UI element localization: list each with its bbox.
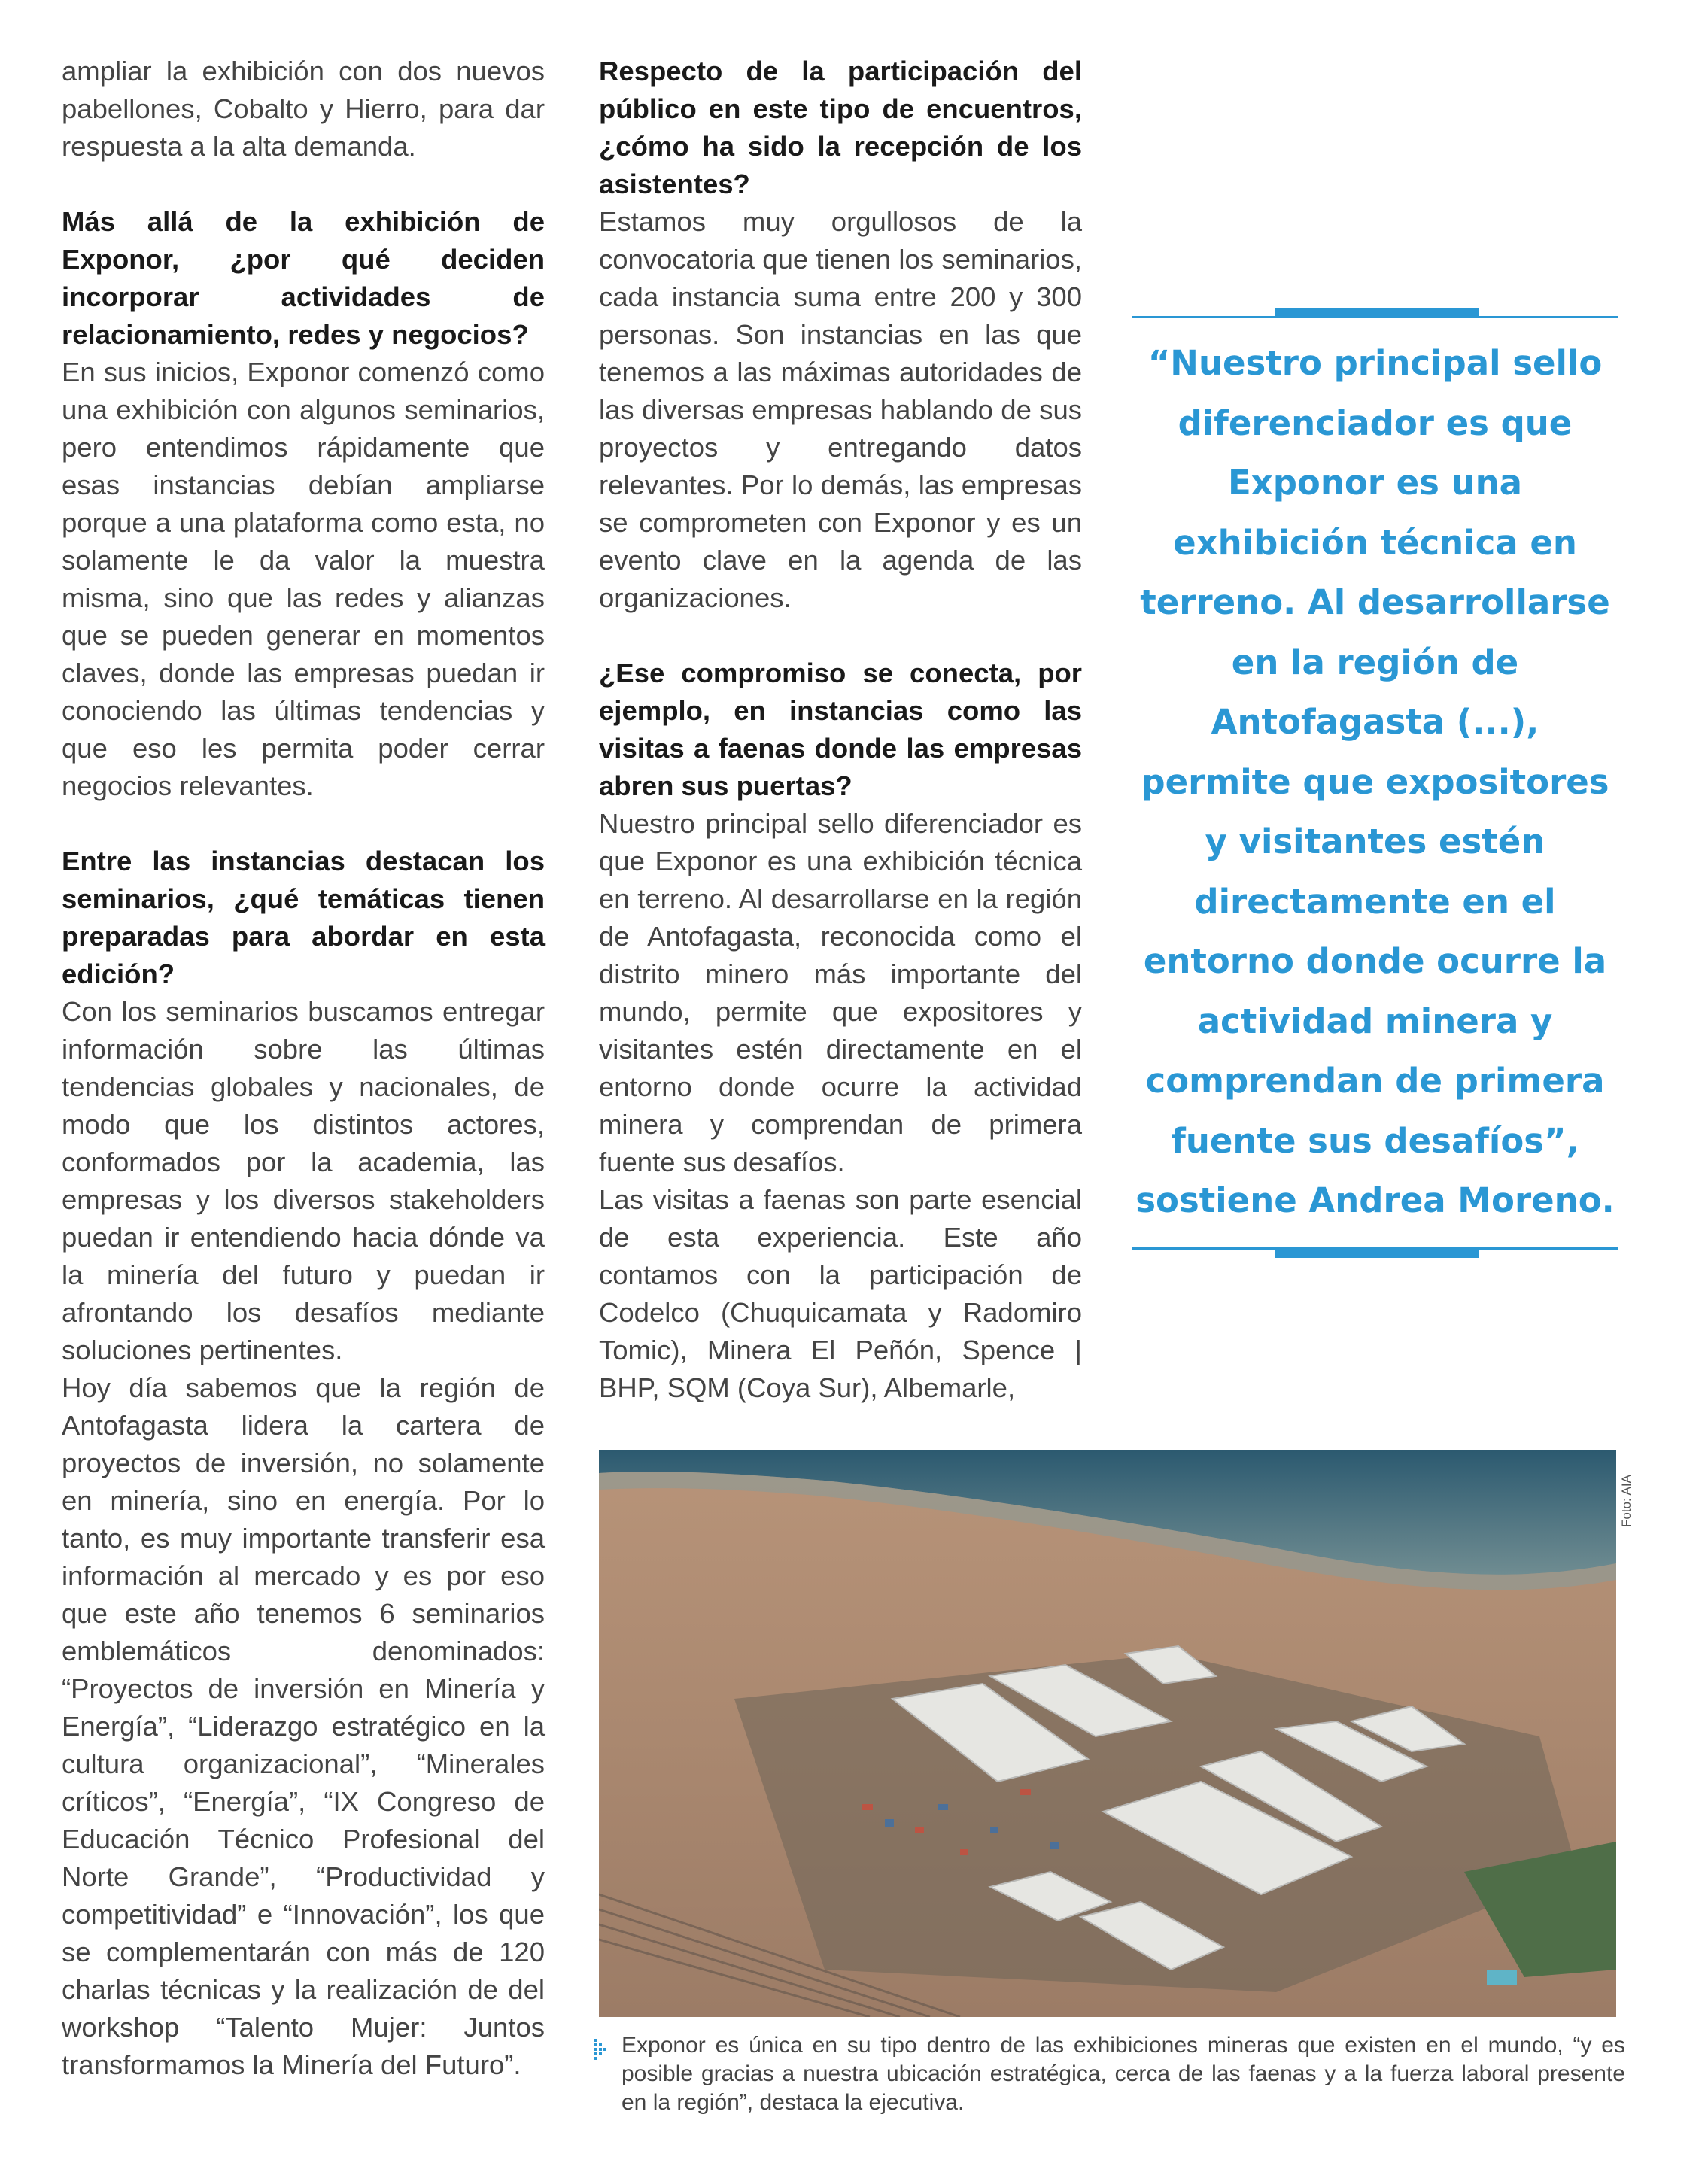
photo-caption [594,2031,1625,2117]
interview-question: Entre las instancias destacan los seminarios, ¿qué temáticas tienen preparadas para abordar en esta edición? [62,846,545,989]
pull-quote-bottom-rule [1132,1247,1618,1250]
interview-question: Respecto de la participación del público en este tipo de encuentros, ¿cómo ha sido la recepción de los asistentes? [599,56,1082,199]
pull-quote-top-tab [1275,308,1479,318]
pull-quote-top-rule [1132,316,1618,318]
interview-question: Más allá de la exhibición de Exponor, ¿por qué deciden incorporar actividades de relacionamiento, redes y negocios? [62,206,545,350]
aerial-exhibition-photo [599,1450,1616,2017]
pull-quote [1132,316,1618,1250]
paragraph: Con los seminarios buscamos entregar información sobre las últimas tendencias globales y nacionales, de modo que los distintos actores, conformados por la academia, las empresas y los diversos stakeholders puedan ir entendiendo hacia dónde va la minería del futuro y puedan ir afrontando los desafíos mediante soluciones pertinentes. [62,996,545,1365]
paragraph: Las visitas a faenas son parte esencial de esta experiencia. Este año contamos con la participación de Codelco (Chuquicamata y Radomiro Tomic), Minera El Peñón, Spence | BHP, SQM (Coya Sur), Albemarle, [599,1184,1082,1403]
caption-text: Exponor es única en su tipo dentro de las exhibiciones mineras que existen en el mundo, “y es posible gracias a nuestra ubicación estratégica, cerca de las faenas y a la fuerza laboral presente en la región”, destaca la ejecutiva. [622,2033,1625,2115]
paragraph: ampliar la exhibición con dos nuevos pabellones, Cobalto y Hierro, para dar respuesta a la alta demanda. [62,56,545,162]
pull-quote-bottom-tab [1275,1247,1479,1258]
article-column-left [62,53,545,2084]
dotted-arrow-icon [594,2039,611,2060]
paragraph: Nuestro principal sello diferenciador es que Exponor es una exhibición técnica en terreno. Al desarrollarse en la región de Antofagasta, reconocida como el distrito minero más importante del mundo, permite que expositores y visitantes estén directamente en el entorno donde ocurre la actividad minera y comprendan de primera fuente sus desafíos. [599,808,1082,1177]
article-column-right [599,53,1082,1407]
photo-credit: Foto: AIA [1619,1475,1634,1527]
pull-quote-text: “Nuestro principal sello diferenciador es que Exponor es una exhibición técnica en terreno. Al desarrollarse en la región de Antofagasta (...), permite que expositores y visitantes estén directamente en el entorno donde ocurre la actividad minera y comprendan de primera fuente sus desafíos”, sostiene Andrea Moreno. [1135,343,1615,1220]
paragraph: Estamos muy orgullosos de la convocatoria que tienen los seminarios, cada instancia suma entre 200 y 300 personas. Son instancias en las que tenemos a las máximas autoridades de las diversas empresas hablando de sus proyectos y entregando datos relevantes. Por lo demás, las empresas se comprometen con Exponor y es un evento clave en la agenda de las organizaciones. [599,206,1082,613]
paragraph: En sus inicios, Exponor comenzó como una exhibición con algunos seminarios, pero entendimos rápidamente que esas instancias debían ampliarse porque a una plataforma como esta, no solamente le da valor la muestra misma, sino que las redes y alianzas que se pueden generar en momentos claves, donde las empresas puedan ir conociendo las últimas tendencias y que eso les permita poder cerrar negocios relevantes. [62,357,545,801]
interview-question: ¿Ese compromiso se conecta, por ejemplo, en instancias como las visitas a faenas donde las empresas abren sus puertas? [599,658,1082,801]
paragraph: Hoy día sabemos que la región de Antofagasta lidera la cartera de proyectos de inversión, no solamente en minería, sino en energía. Por lo tanto, es muy importante transferir esa información al mercado y es por eso que este año tenemos 6 seminarios emblemáticos denominados: “Proyectos de inversión en Minería y Energía”, “Liderazgo estratégico en la cultura organizacional”, “Minerales críticos”, “Energía”, “IX Congreso de Educación Técnico Profesional del Norte Grande”, “Productividad y competitividad” e “Innovación”, los que se complementarán con más de 120 charlas técnicas y la realización de del workshop “Talento Mujer: Juntos transformamos la Minería del Futuro”. [62,1372,545,2080]
